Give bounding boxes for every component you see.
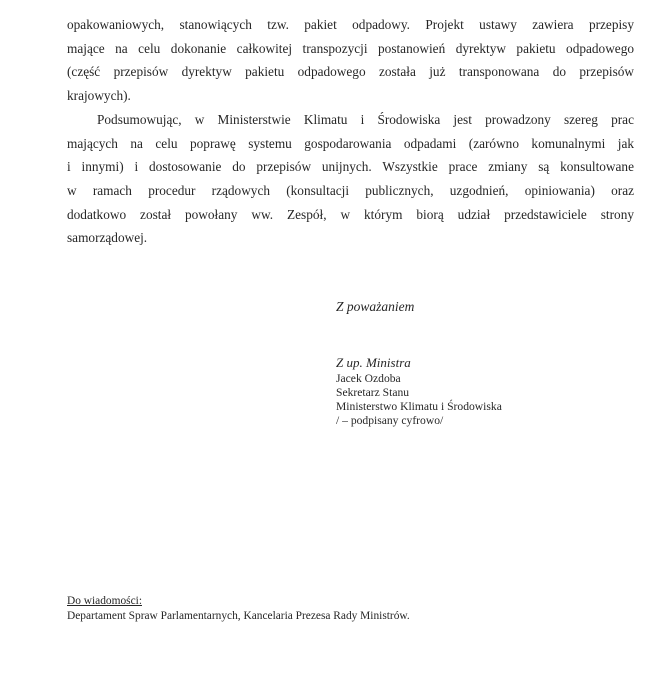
text-line: w ramach procedur rządowych (konsultacji publicznych, uzgodnień, opiniowania) oraz	[67, 182, 634, 198]
paragraph-1	[67, 13, 634, 108]
signature-authorization: Z up. Ministra	[336, 355, 411, 370]
text-line: mające na celu dokonanie całkowitej transpozycji postanowień dyrektyw pakietu odpadowego	[67, 40, 634, 56]
signatory-name: Jacek Ozdoba	[336, 372, 401, 385]
cc-block	[67, 594, 410, 623]
signature-block	[336, 355, 502, 428]
text-line: krajowych).	[67, 88, 131, 104]
signatory-title: Sekretarz Stanu	[336, 386, 410, 399]
text-line: mających na celu poprawę systemu gospodarowania odpadami (zarówno komunalnymi jak	[67, 135, 634, 151]
letter-body	[67, 13, 634, 250]
digital-signature-note: / – podpisany cyfrowo/	[336, 414, 444, 427]
text-line: Podsumowując, w Ministerstwie Klimatu i Środowiska jest prowadzony szereg prac	[97, 111, 634, 127]
text-line: samorządowej.	[67, 230, 148, 246]
closing-valediction: Z poważaniem	[336, 299, 415, 314]
text-line: dodatkowo został powołany ww. Zespół, w którym biorą udział przedstawiciele strony	[67, 206, 634, 222]
cc-heading: Do wiadomości:	[67, 595, 142, 607]
text-line: i innymi) i dostosowanie do przepisów unijnych. Wszystkie prace zmiany są konsultowane	[67, 159, 634, 175]
text-line: opakowaniowych, stanowiących tzw. pakiet odpadowy. Projekt ustawy zawiera przepisy	[67, 17, 634, 32]
paragraph-2	[67, 108, 634, 250]
cc-recipient: Departament Spraw Parlamentarnych, Kancelaria Prezesa Rady Ministrów.	[67, 609, 410, 622]
text-line: (część przepisów dyrektyw pakietu odpadowego została już transponowana do przepisów	[67, 64, 634, 80]
signatory-organization: Ministerstwo Klimatu i Środowiska	[336, 400, 502, 413]
